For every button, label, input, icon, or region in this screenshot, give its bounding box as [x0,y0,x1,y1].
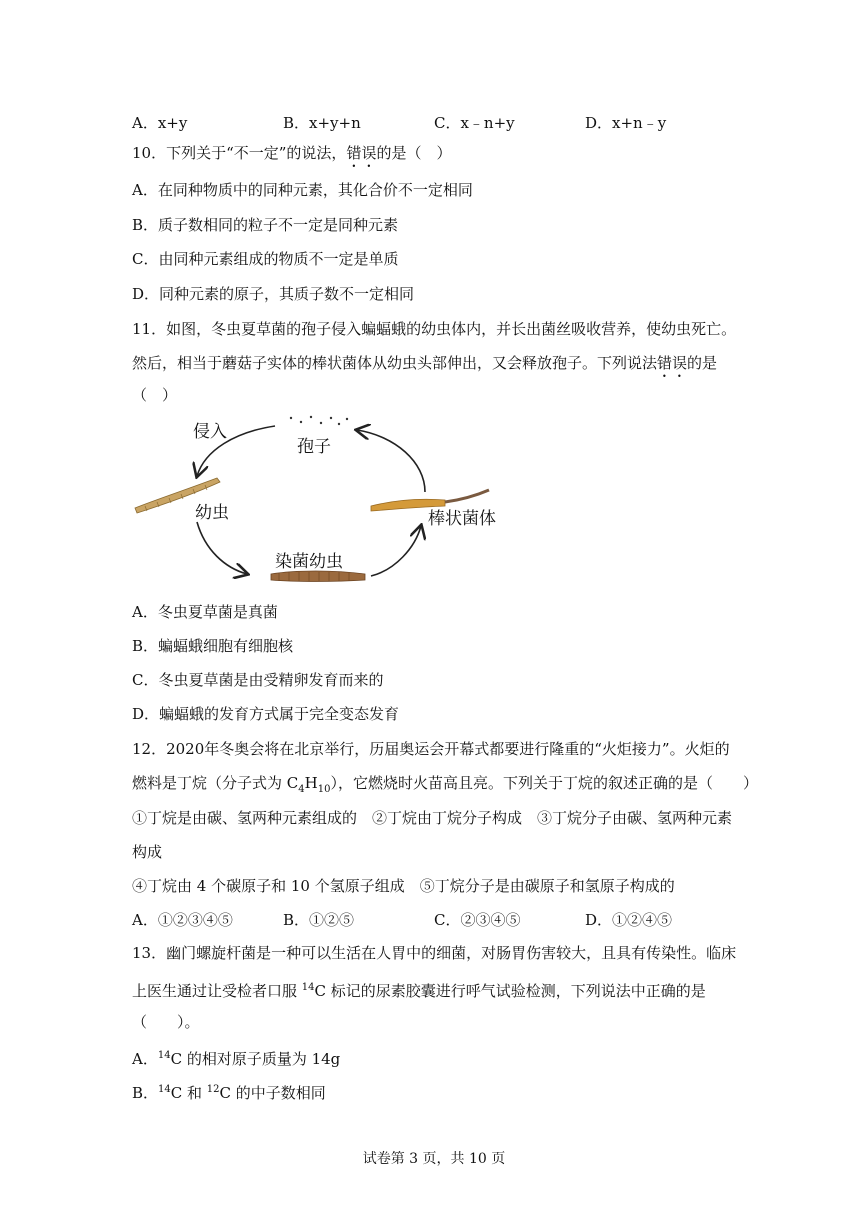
q13-option-a [132,1046,340,1069]
q13-option-a-letter: A． [132,1050,158,1068]
q11-option-d: D．蝙蝠蛾的发育方式属于完全变态发育 [132,705,400,723]
q11-option-a: A．冬虫夏草菌是真菌 [132,603,278,621]
q11-stem-end: 的是 [687,354,718,372]
q11-emphasis: 错误 [657,354,688,372]
q9-option-b: B．x+y+n [283,114,361,132]
q11-stem-line1: 11．如图，冬虫夏草菌的孢子侵入蝙蝠蛾的幼虫体内，并长出菌丝吸收营养，使幼虫死亡。 [132,320,737,338]
q10-option-b: B．质子数相同的粒子不一定是同种元素 [132,216,399,234]
q9-option-a: A．x+y [132,114,188,132]
q9-option-d: D．x+n﹣y [585,114,667,132]
q12-option-b: B．①②⑤ [283,911,355,929]
q10-stem-end: 的是（ ） [376,144,452,162]
q12-statements-line1: ①丁烷是由碳、氢两种元素组成的 ②丁烷由丁烷分子构成 ③丁烷分子由碳、氢两种元素 [132,809,733,827]
q10-option-a: A．在同种物质中的同种元素，其化合价不一定相同 [132,181,473,199]
q9-option-c: C．x﹣n+y [434,114,515,132]
q10-stem [132,143,451,171]
q12-text-a: 燃料是丁烷（分子式为 C [132,774,299,792]
q13-option-b-text-2: C 的中子数相同 [219,1084,326,1102]
q13-answer-blank: （ ）。 [132,1013,200,1031]
q12-stem-line1: 12．2020年冬奥会将在北京举行，历届奥运会开幕式都要进行隆重的“火炬接力”。火炬的 [132,740,730,758]
q13-option-a-superscript: 14 [157,1050,171,1061]
label-infected-larva: 染菌幼虫 [275,552,343,572]
label-stick-fungus: 棒状菌体 [428,509,496,529]
q12-subscript-10: 10 [317,784,331,795]
q13-option-b-letter: B． [132,1084,159,1102]
q13-superscript-14: 14 [301,982,315,993]
q12-option-a: A．①②③④⑤ [132,911,233,929]
q12-option-d: D．①②④⑤ [585,911,673,929]
q13-stem-line1: 13．幽门螺旋杆菌是一种可以生活在人胃中的细菌，对肠胃伤害较大，且具有传染性。临床 [132,944,737,962]
label-spore: 孢子 [297,437,331,457]
q13-stem-line2 [132,978,706,1001]
spore-dots [290,416,348,425]
q10-option-c: C．由同种元素组成的物质不一定是单质 [132,250,399,268]
q12-text-c: ），它燃烧时火苗高且亮。下列关于丁烷的叙述正确的是（ ） [330,774,758,792]
arrow-larva-to-infected [197,522,247,574]
q11-stem-line2 [132,353,717,381]
q12-statements-line3: ④丁烷由 4 个碳原子和 10 个氢原子组成 ⑤丁烷分子是由碳原子和氢原子构成的 [132,877,675,895]
lifecycle-diagram [125,410,525,590]
arrow-infected-to-stick [371,526,421,576]
q10-option-d: D．同种元素的原子，其质子数不一定相同 [132,285,415,303]
q12-statements-line2: 构成 [132,843,163,861]
infected-larva-image [271,571,365,582]
q10-emphasis: 错误 [346,144,377,162]
label-invade: 侵入 [193,422,227,442]
q11-stem-text: 然后，相当于蘑菇子实体的棒状菌体从幼虫头部伸出，又会释放孢子。下列说法 [132,354,658,372]
q12-stem-line2 [132,773,758,800]
q11-option-c: C．冬虫夏草菌是由受精卵发育而来的 [132,671,384,689]
q13-option-b [132,1080,326,1103]
arrow-stick-to-spore [357,430,425,492]
q10-stem-text: 10．下列关于“不一定”的说法， [132,144,347,162]
q13-option-b-superscript-1: 14 [158,1084,171,1095]
q13-text-b: C 标记的尿素胶囊进行呼气试验检测，下列说法中正确的是 [314,982,706,1000]
q13-option-a-text: C 的相对原子质量为 14g [170,1050,341,1068]
q11-option-b: B．蝙蝠蛾细胞有细胞核 [132,637,294,655]
q12-text-h: H [304,774,318,792]
label-larva: 幼虫 [195,503,229,523]
q12-subscript-4: 4 [298,784,305,795]
page-footer: 试卷第 3 页，共 10 页 [362,1151,506,1167]
stick-fungus-image [371,490,489,511]
q13-text-a: 上医生通过让受检者口服 [132,982,302,1000]
q11-answer-blank: （ ） [132,386,178,404]
q13-option-b-superscript-2: 12 [206,1084,220,1095]
q12-option-c: C．②③④⑤ [434,911,521,929]
q13-option-b-text-1: C 和 [170,1084,207,1102]
